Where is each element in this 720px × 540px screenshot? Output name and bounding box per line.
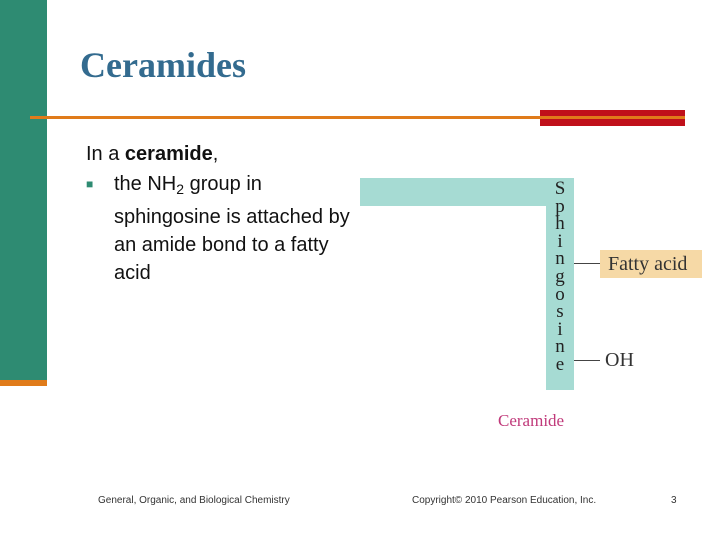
bullet-square-icon: ■ [86, 177, 94, 191]
diagram-caption: Ceramide [498, 411, 565, 430]
sphingosine-letter: s [556, 301, 564, 323]
intro-term: ceramide [124, 143, 213, 165]
sphingosine-letter: p [555, 195, 565, 217]
footer-page-number: 3 [671, 495, 677, 506]
slide-title: Ceramides [80, 45, 246, 85]
oh-bond-line [574, 360, 600, 361]
fatty-acid-bond-line [574, 263, 600, 264]
footer-copyright: Copyright© 2010 Pearson Education, Inc. [412, 495, 597, 506]
fatty-acid-label: Fatty acid [608, 253, 688, 275]
sphingosine-letter: g [555, 265, 565, 287]
bullet-subscript: 2 [176, 181, 185, 197]
intro-prefix: In a [86, 143, 125, 165]
sphingosine-label [546, 180, 574, 374]
intro-suffix: , [212, 143, 219, 165]
sphingosine-letter: n [555, 248, 565, 270]
bullet-pre: the NH [114, 173, 177, 195]
sphingosine-letter: i [557, 318, 563, 340]
sphingosine-letter: S [554, 178, 566, 199]
sphingosine-letter: e [555, 353, 565, 375]
backbone-horizontal-band [360, 178, 546, 206]
footer-course: General, Organic, and Biological Chemistry [98, 495, 290, 506]
bullet-post: group in sphingosine is attached by an amide bond to a fatty acid [114, 173, 350, 284]
sphingosine-letter: i [557, 230, 563, 252]
oh-label: OH [605, 349, 634, 371]
sphingosine-letter: n [555, 336, 565, 358]
sphingosine-letter: o [555, 283, 565, 305]
sphingosine-letter: h [555, 213, 565, 235]
